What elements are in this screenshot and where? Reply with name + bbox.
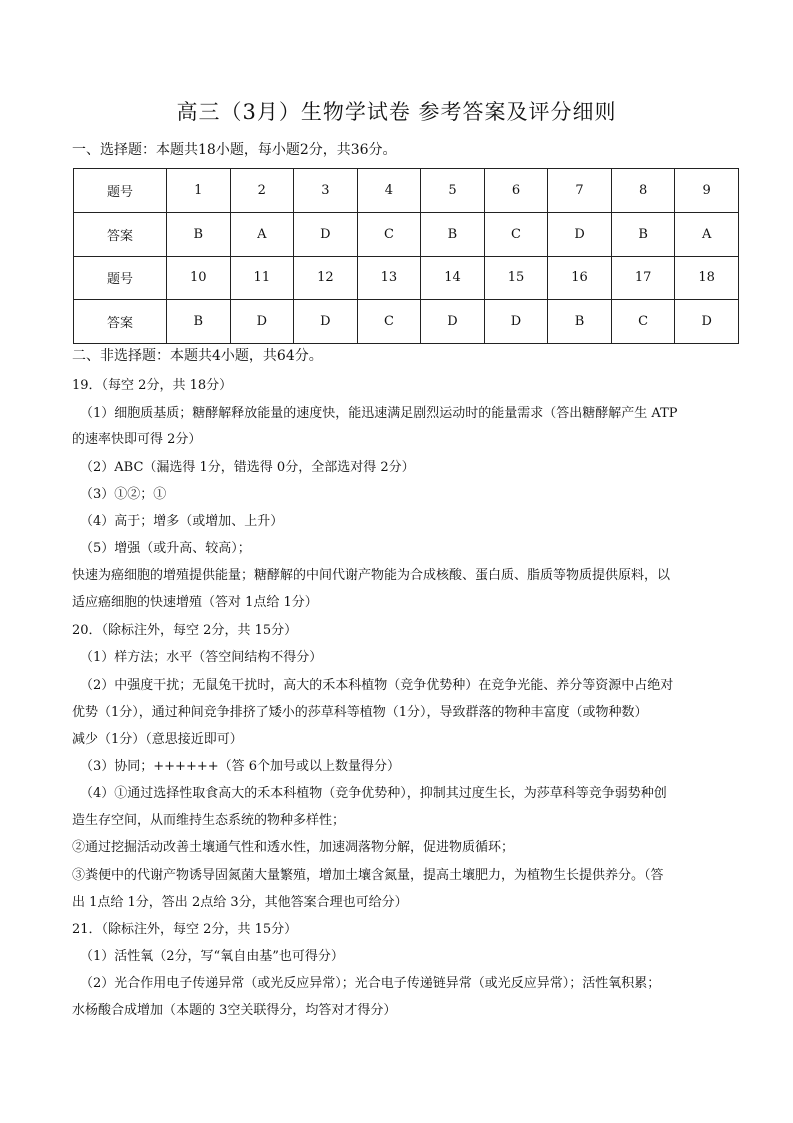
answer-text-line: （3）协同；++++++（答 6个加号或以上数量得分） — [80, 759, 401, 774]
answer-text-line: 21．（除标注外，每空 2分，共 15分） — [72, 922, 298, 937]
table-cell: D — [548, 212, 612, 256]
table-row — [74, 300, 739, 344]
table-cell: 18 — [675, 256, 739, 300]
table-cell: 13 — [357, 256, 421, 300]
table-row — [74, 212, 739, 256]
table-cell: C — [357, 212, 421, 256]
table-cell: 3 — [294, 169, 358, 213]
answer-text-line: （5）增强（或升高、较高）； — [80, 541, 251, 556]
answer-text-line: ②通过挖掘活动改善土壤通气性和透水性，加速凋落物分解，促进物质循环； — [72, 840, 515, 855]
answer-text-line: 适应癌细胞的快速增殖（答对 1点给 1分） — [72, 595, 318, 610]
row-label: 题号 — [74, 169, 167, 213]
answer-table — [73, 168, 739, 344]
answer-text-line: （1）活性氧（2分，写“氧自由基”也可得分） — [80, 949, 344, 964]
answer-text-line: （2）光合作用电子传递异常（或光反应异常）；光合电子传递链异常（或光反应异常）；活性氧积累； — [80, 976, 661, 991]
table-cell: 4 — [357, 169, 421, 213]
answer-text-line: ③粪便中的代谢产物诱导固氮菌大量繁殖，增加土壤含氮量，提高土壤肥力，为植物生长提供养分。（答 — [72, 868, 664, 883]
table-cell: A — [675, 212, 739, 256]
row-label: 题号 — [74, 256, 167, 300]
table-cell: B — [167, 300, 231, 344]
answer-text-line: 水杨酸合成增加（本题的 3空关联得分，均答对才得分） — [72, 1003, 397, 1018]
answer-text-line: 19．（每空 2分，共 18分） — [72, 378, 233, 393]
row-label: 答案 — [74, 212, 167, 256]
table-cell: D — [421, 300, 485, 344]
table-cell: B — [421, 212, 485, 256]
table-cell: 7 — [548, 169, 612, 213]
answer-text-line: （4）高于；增多（或增加、上升） — [80, 514, 284, 529]
answer-text-line: （2）中强度干扰；无鼠兔干扰时，高大的禾本科植物（竞争优势种）在竞争光能、养分等资源中占绝对 — [80, 678, 674, 693]
table-cell: 2 — [230, 169, 294, 213]
table-cell: 9 — [675, 169, 739, 213]
row-label: 答案 — [74, 300, 167, 344]
table-cell: 14 — [421, 256, 485, 300]
table-cell: D — [294, 300, 358, 344]
table-cell: 10 — [167, 256, 231, 300]
table-cell: 16 — [548, 256, 612, 300]
table-cell: A — [230, 212, 294, 256]
answer-text-line: 出 1点给 1分，答出 2点给 3分，其他答案合理也可给分） — [72, 895, 408, 910]
table-cell: 15 — [484, 256, 548, 300]
table-cell: 1 — [167, 169, 231, 213]
answer-text-line: （1）细胞质基质；糖酵解释放能量的速度快，能迅速满足剧烈运动时的能量需求（答出糖酵解产生 ATP — [80, 406, 678, 421]
answer-text-line: 快速为癌细胞的增殖提供能量；糖酵解的中间代谢产物能为合成核酸、蛋白质、脂质等物质提供原料，以 — [72, 568, 671, 583]
table-cell: C — [357, 300, 421, 344]
table-cell: 5 — [421, 169, 485, 213]
answer-text-line: 20．（除标注外，每空 2分，共 15分） — [72, 623, 298, 638]
table-cell: D — [230, 300, 294, 344]
answer-text-line: （4）①通过选择性取食高大的禾本科植物（竞争优势种），抑制其过度生长，为莎草科等竞争弱势种创 — [80, 786, 667, 801]
answer-text-line: 造生存空间，从而维持生态系统的物种多样性； — [72, 813, 346, 828]
answer-text-line: 的速率快即可得 2分） — [72, 432, 202, 447]
page-title: 高三（3月）生物学试卷 参考答案及评分细则 — [176, 100, 617, 124]
answer-text-line: （2）ABC（漏选得 1分，错选得 0分，全部选对得 2分） — [80, 460, 415, 475]
answer-text-line: 优势（1分），通过种间竞争排挤了矮小的莎草科等植物（1分），导致群落的物种丰富度（或物种数） — [72, 705, 648, 720]
table-cell: 17 — [611, 256, 675, 300]
table-cell: 12 — [294, 256, 358, 300]
answer-text-line: 减少（1分）（意思接近即可） — [72, 732, 243, 747]
table-cell: B — [611, 212, 675, 256]
table-cell: C — [484, 212, 548, 256]
table-cell: B — [167, 212, 231, 256]
table-cell: D — [675, 300, 739, 344]
table-row — [74, 169, 739, 213]
table-row — [74, 256, 739, 300]
answer-text-line: （1）样方法；水平（答空间结构不得分） — [80, 650, 323, 665]
table-cell: C — [611, 300, 675, 344]
section-heading-choice: 一、选择题：本题共18小题，每小题2分，共36分。 — [72, 142, 397, 158]
table-cell: 11 — [230, 256, 294, 300]
table-cell: B — [548, 300, 612, 344]
table-cell: D — [484, 300, 548, 344]
table-cell: 8 — [611, 169, 675, 213]
section-heading-nonchoice: 二、非选择题：本题共4小题，共64分。 — [72, 348, 323, 364]
table-cell: 6 — [484, 169, 548, 213]
answer-text-line: （3）①②；① — [80, 487, 167, 502]
table-cell: D — [294, 212, 358, 256]
